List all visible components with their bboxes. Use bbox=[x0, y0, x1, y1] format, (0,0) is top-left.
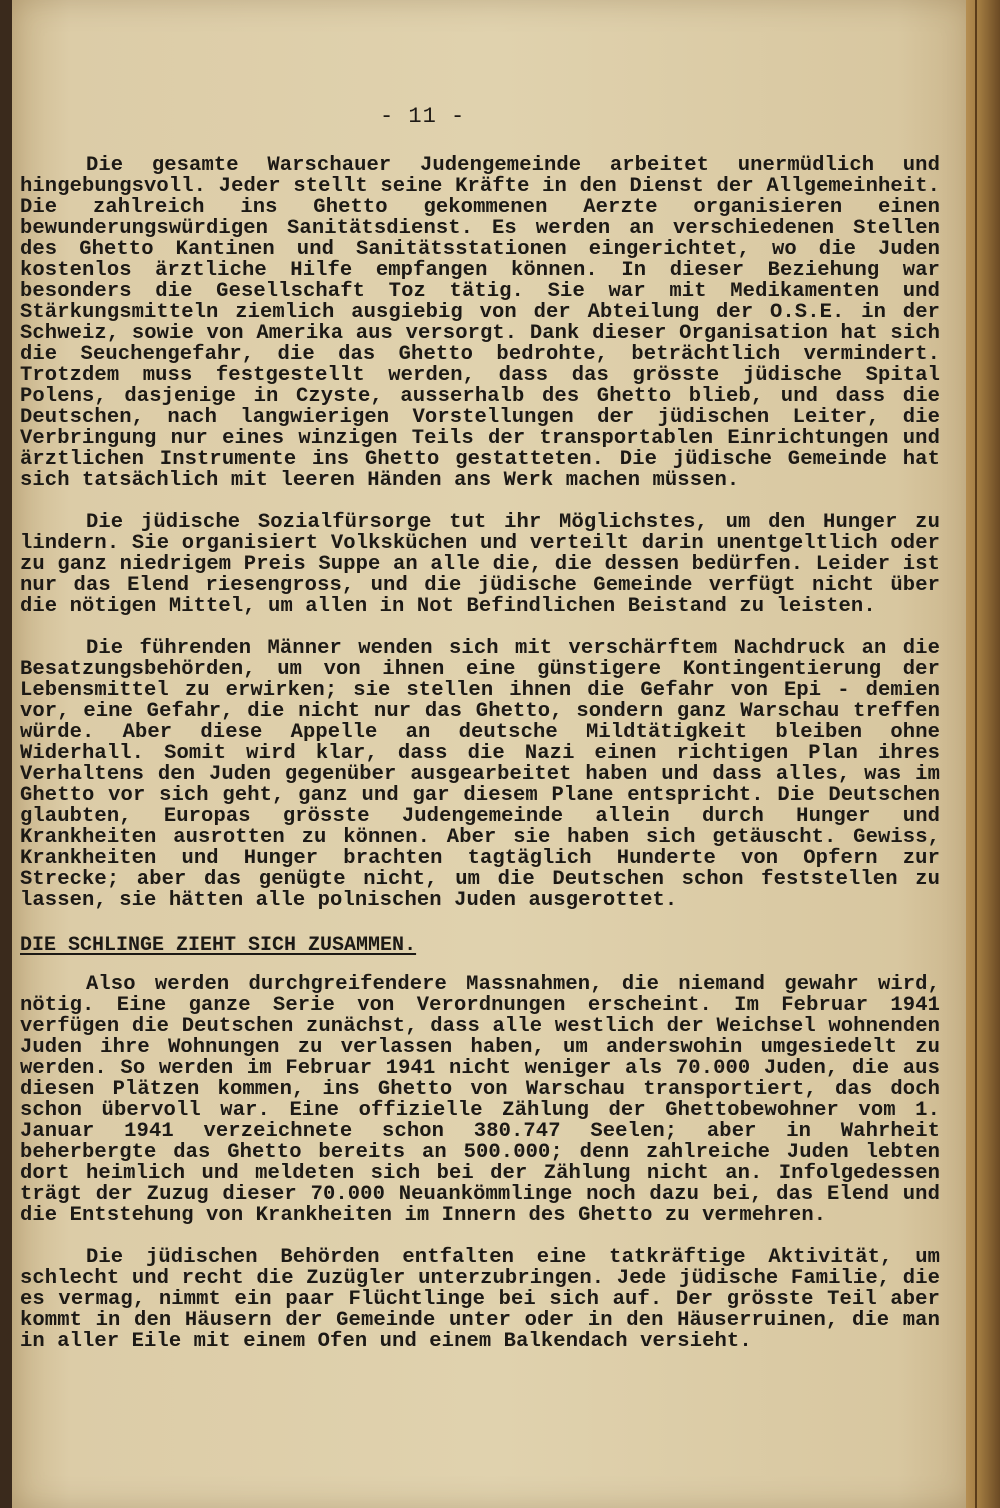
section-heading bbox=[20, 935, 940, 956]
book-spine bbox=[966, 0, 1000, 1508]
paragraph-3: Die führenden Männer wenden sich mit verschärftem Nachdruck an die Besatzungsbehörden, um von ihnen eine günstigere Kontingentierung der Lebensmittel zu erwirken; sie stellen ihnen die Gefahr von Epi - demien vor, eine Gefahr, die nicht nur das Ghetto, sondern ganz Warschau treffen würde. Aber diese Appelle an deutsche Mildtätigkeit bleiben ohne Widerhall. Somit wird klar, dass die Nazi einen richtigen Plan ihres Verhaltens den Juden gegenüber ausgearbeitet haben und dass alles, was im Ghetto vor sich geht, ganz und gar diesem Plane entspricht. Die Deutschen glaubten, Europas grösste Judengemeinde allein durch Hunger und Krankheiten ausrotten zu können. Aber sie haben sich getäuscht. Gewiss, Krankheiten und Hunger brachten tagtäglich Hunderte von Opfern zur Strecke; aber das genügte nicht, um die Deutschen schon feststellen zu lassen, sie hätten alle polnischen Juden ausgerottet. bbox=[20, 637, 940, 912]
paragraph-1: Die gesamte Warschauer Judengemeinde arbeitet unermüdlich und hingebungsvoll. Jeder stellt seine Kräfte in den Dienst der Allgemeinheit. Die zahlreich ins Ghetto gekommenen Aerzte organisieren einen bewunderungswürdigen Sanitätsdienst. Es werden an verschiedenen Stellen des Ghetto Kantinen und Sanitätsstationen eingerichtet, wo die Juden kostenlos ärztliche Hilfe empfangen können. In dieser Beziehung war besonders die Gesellschaft Toz tätig. Sie war mit Medikamenten und Stärkungsmitteln ziemlich ausgiebig von der Abteilung der O.S.E. in der Schweiz, sowie von Amerika aus versorgt. Dank dieser Organisation hat sich die Seuchengefahr, die das Ghetto bedrohte, beträchtlich vermindert. Trotzdem muss festgestellt werden, dass das grösste jüdische Spital Polens, dasjenige in Czyste, ausserhalb des Ghetto blieb, und dass die Deutschen, nach langwierigen Vorstellungen der jüdischen Leiter, die Verbringung nur eines winzigen Teils der transportablen Einrichtungen und ärztlichen Instrumente ins Ghetto gestatteten. Die jüdische Gemeinde hat sich tatsächlich mit leeren Händen ans Werk machen müssen. bbox=[20, 154, 940, 492]
paragraph-5: Die jüdischen Behörden entfalten eine tatkräftige Aktivität, um schlecht und recht die Zuzügler unterzubringen. Jede jüdische Familie, die es vermag, nimmt ein paar Flüchtlinge bei sich auf. Der grösste Teil aber kommt in den Häusern der Gemeinde unter oder in den Häuserruinen, die man in aller Eile mit einem Ofen und einem Balkendach versieht. bbox=[20, 1246, 940, 1353]
paragraph-4: Also werden durchgreifendere Massnahmen, die niemand gewahr wird, nötig. Eine ganze Serie von Verordnungen erscheint. Im Februar 1941 verfügen die Deutschen zunächst, dass alle westlich der Weichsel wohnenden Juden ihre Wohnungen zu verlassen haben, um anderswohin umgesiedelt zu werden. So werden im Februar 1941 nicht weniger als 70.000 Juden, die aus diesen Plätzen kommen, ins Ghetto von Warschau transportiert, das doch schon übervoll war. Eine offizielle Zählung der Ghettobewohner vom 1. Januar 1941 verzeichnete schon 380.747 Seelen; aber in Wahrheit beherbergte das Ghetto bereits an 500.000; denn zahlreiche Juden lebten dort heimlich und meldeten sich bei der Zählung nicht an. Infolgedessen trägt der Zuzug dieser 70.000 Neuankömmlinge noch dazu bei, das Elend und die Entstehung von Krankheiten im Innern des Ghetto zu vermehren. bbox=[20, 973, 940, 1227]
spine-edge bbox=[975, 0, 977, 1508]
page-number: - 11 - bbox=[380, 104, 466, 129]
section-heading-text: DIE SCHLINGE ZIEHT SICH ZUSAMMEN. bbox=[20, 934, 417, 957]
paragraph-2: Die jüdische Sozialfürsorge tut ihr Möglichstes, um den Hunger zu lindern. Sie organisiert Volksküchen und verteilt darin unentgeltlich oder zu ganz niedrigem Preis Suppe an alle die, die dessen bedürfen. Leider ist nur das Elend riesengross, und die jüdische Gemeinde verfügt nicht über die nötigen Mittel, um allen in Not Befindlichen Beistand zu leisten. bbox=[20, 511, 940, 618]
body-text bbox=[20, 155, 940, 1352]
